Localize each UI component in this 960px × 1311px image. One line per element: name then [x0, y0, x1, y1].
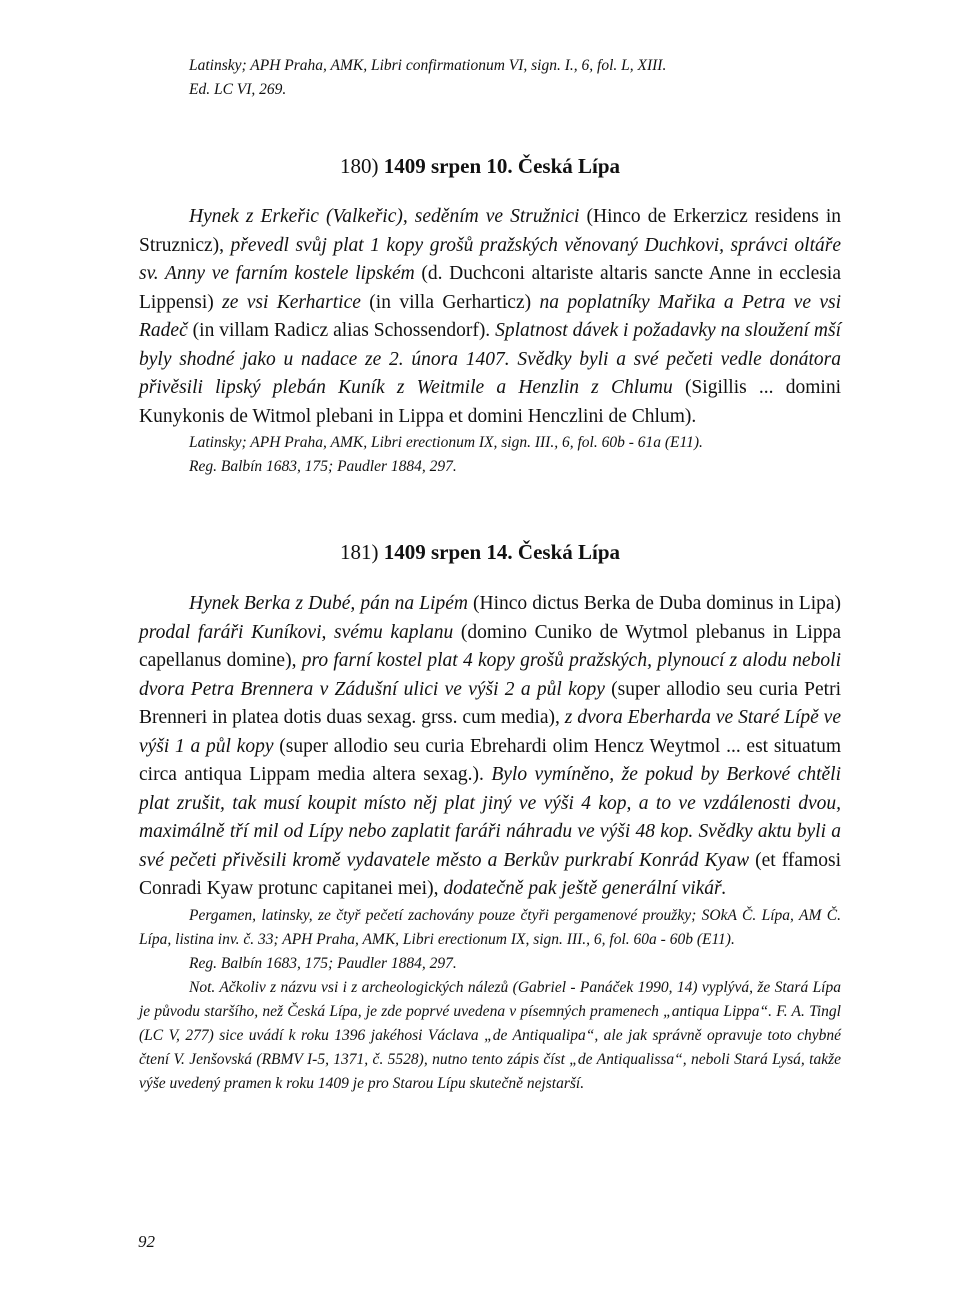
text-czech: ze vsi Kerhartice	[222, 291, 361, 313]
text-czech: Hynek Berka z Dubé, pán na Lipém	[189, 593, 468, 614]
entry-181-heading	[0, 538, 960, 566]
text-latin: (et ffamosi Conradi Kyaw protunc capitanei mei),	[139, 849, 842, 899]
text-latin: (in villa Gerharticz)	[360, 291, 540, 313]
text-czech: dodatečně pak ještě generální vikář.	[443, 878, 727, 899]
text-latin: (domino Cuniko de Wytmol plebanus in Lippa capellanus domine),	[139, 621, 841, 671]
entry-180-regest: Reg. Balbín 1683, 175; Paudler 1884, 297.	[189, 458, 457, 475]
entry-180-paragraph	[139, 203, 841, 431]
text-latin: (d. Duchconi altariste altaris sancte Anne in ecclesia Lippensi)	[139, 263, 841, 313]
text-czech: pro farní kostel plat 4 kopy grošů pražských, plynoucí z alodu neboli dvora Petra Brennera v Zádušní ulici ve výši 2 a půl kopy	[139, 650, 842, 700]
text-czech: Splatnost dávek i požadavky na sloužení mší byly shodné jako u nadace ze 2. února 1407. Svědky byli a své pečeti vedle donátora přivěsili lipský plebán Kuník z Weitmile a Henzlin z Chlumu	[139, 320, 841, 398]
entry-180-date-place: 1409 srpen 10. Česká Lípa	[383, 154, 621, 178]
entry-180-heading	[0, 152, 960, 180]
text-latin: (super allodio seu curia Petri Brenneri in platea dotis duas sexag. grss. cum media),	[139, 678, 841, 728]
text-czech: Bylo vymíněno, že pokud by Berkové chtěli plat zrušit, tak musí koupit místo něj plat jiný ve výši 4 kop, a to ve vzdálenosti dvou, maximálně tří mil od Lípy nebo zaplatit faráři náhradu ve výši 48 kop. Svědky aktu byli a své pečeti přivěsili kromě vydavatele město a Berkův purkrabí Konrád Kyaw	[139, 764, 841, 871]
entry-180-body	[139, 203, 841, 479]
text-latin: (Hinco de Erkerzicz residens in Struznicz),	[139, 206, 842, 256]
entry-181-number: 181)	[339, 540, 379, 564]
entry-180-number: 180)	[339, 154, 379, 178]
text-latin: (in villam Radicz alias Schossendorf).	[187, 320, 496, 341]
text-czech: na poplatníky Mařika a Petra ve vsi Radeč	[139, 291, 842, 341]
top-citation-line1: Latinsky; APH Praha, AMK, Libri confirmationum VI, sign. I., 6, fol. L, XIII.	[189, 57, 667, 74]
text-czech: převedl svůj plat 1 kopy grošů pražských věnovaný Duchkovi, správci oltáře sv. Anny ve farním kostele lipském	[139, 234, 841, 284]
text-czech: z dvora Eberharda ve Staré Lípě ve výši 1 a půl kopy	[139, 707, 841, 757]
text-latin: (super allodio seu curia Ebrehardi olim Hencz Weytmol ... est situatum circa antiqua Lippam media altera sexag.).	[139, 735, 841, 785]
entry-180-source: Latinsky; APH Praha, AMK, Libri erectionum IX, sign. III., 6, fol. 60b - 61a (E11).	[189, 434, 703, 451]
entry-181-date-place: 1409 srpen 14. Česká Lípa	[383, 540, 621, 564]
text-czech: prodal faráři Kuníkovi, svému kaplanu	[139, 621, 454, 643]
text-latin: (Hinco dictus Berka de Duba dominus in Lipa)	[467, 593, 842, 614]
text-czech: Hynek z Erkeřic (Valkeřic), seděním ve Stružnici	[189, 206, 580, 227]
page-number: 92	[138, 1232, 155, 1251]
entry-181-source: Pergamen, latinsky, ze čtyř pečetí zachovány pouze čtyři pergamenové proužky; SOkA Č. Lípa, AM Č. Lípa, listina inv. č. 33; APH Praha, AMK, Libri erectionum IX, sign. III., 6, fol. 60a - 60b (E11).	[139, 906, 841, 948]
entry-181-body	[139, 590, 841, 1096]
entry-181-regest: Reg. Balbín 1683, 175; Paudler 1884, 297.	[189, 954, 457, 972]
text-latin: (Sigillis ... domini Kunykonis de Witmol plebani in Lippa et domini Henczlini de Chlum).	[139, 377, 841, 427]
entry-180-citations	[139, 431, 841, 479]
top-citation	[189, 54, 829, 102]
entry-181-paragraph	[139, 590, 841, 904]
entry-181-note: Not. Ačkoliv z názvu vsi i z archeologických nálezů (Gabriel - Panáček 1990, 14) vyplývá, že Stará Lípa je původu staršího, než Česká Lípa, je zde poprvé uvedena v písemných pramenech „antiqua Lippa“. F. A. Tingl (LC V, 277) sice uvádí k roku 1396 jakéhosi Václava „de Antiqualipa“, ale jak správně opravuje toto chybné čtení V. Jenšovská (RBMV I-5, 1371, č. 5528), nutno tento zápis číst „de Antiqualissa“, neboli Stará Lysá, takže výše uvedený pramen k roku 1409 je pro Starou Lípu skutečně nejstarší.	[139, 978, 841, 1092]
top-citation-line2: Ed. LC VI, 269.	[189, 81, 287, 98]
